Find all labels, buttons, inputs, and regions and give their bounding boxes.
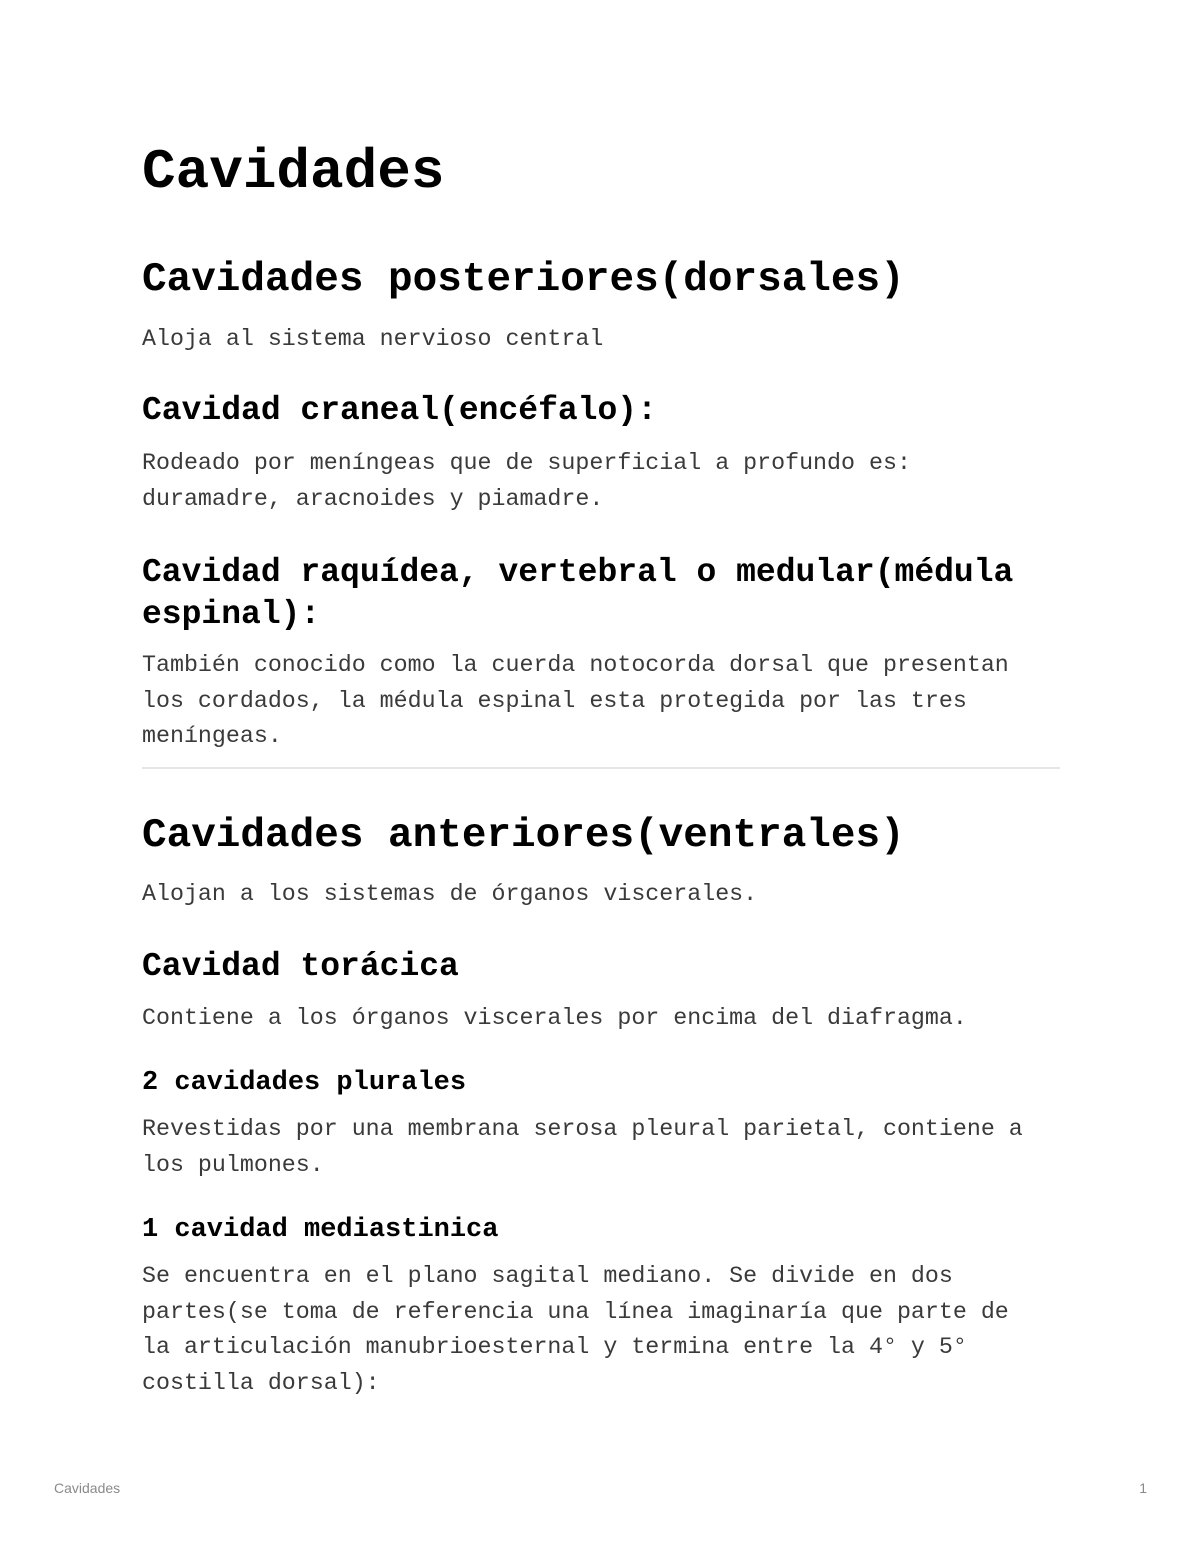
section-heading-anteriores: Cavidades anteriores(ventrales) xyxy=(142,813,905,859)
paragraph-plurales: Revestidas por una membrana serosa pleural parietal, contiene a los pulmones. xyxy=(142,1116,1023,1178)
paragraph-raquidea: También conocido como la cuerda notocorda dorsal que presentan los cordados, la médula espinal esta protegida por las tres meníngeas. xyxy=(142,652,1009,749)
paragraph-mediastinica: Se encuentra en el plano sagital mediano. Se divide en dos partes(se toma de referencia una línea imaginaría que parte de la articulación manubrioesternal y termina entre la 4° y 5° costilla dorsal): xyxy=(142,1263,1009,1396)
subheading-toracica: Cavidad torácica xyxy=(142,948,459,985)
footer-doc-name: Cavidades xyxy=(54,1480,121,1496)
subheading-craneal: Cavidad craneal(encéfalo): xyxy=(142,392,657,429)
subheading-mediastinica: 1 cavidad mediastinica xyxy=(142,1215,499,1245)
section-intro-posteriores: Aloja al sistema nervioso central xyxy=(142,326,604,352)
paragraph-craneal: Rodeado por meníngeas que de superficial a profundo es: duramadre, aracnoides y piamadre. xyxy=(142,450,911,512)
section-heading-posteriores: Cavidades posteriores(dorsales) xyxy=(142,257,905,303)
section-intro-anteriores: Alojan a los sistemas de órganos viscerales. xyxy=(142,881,758,907)
section-divider xyxy=(142,767,1060,769)
subheading-raquidea: Cavidad raquídea, vertebral o medular(médula espinal): xyxy=(142,554,1014,633)
footer-page-number: 1 xyxy=(1139,1480,1147,1496)
page-title: Cavidades xyxy=(142,140,445,204)
subheading-plurales: 2 cavidades plurales xyxy=(142,1068,467,1098)
paragraph-toracica: Contiene a los órganos viscerales por encima del diafragma. xyxy=(142,1005,967,1031)
